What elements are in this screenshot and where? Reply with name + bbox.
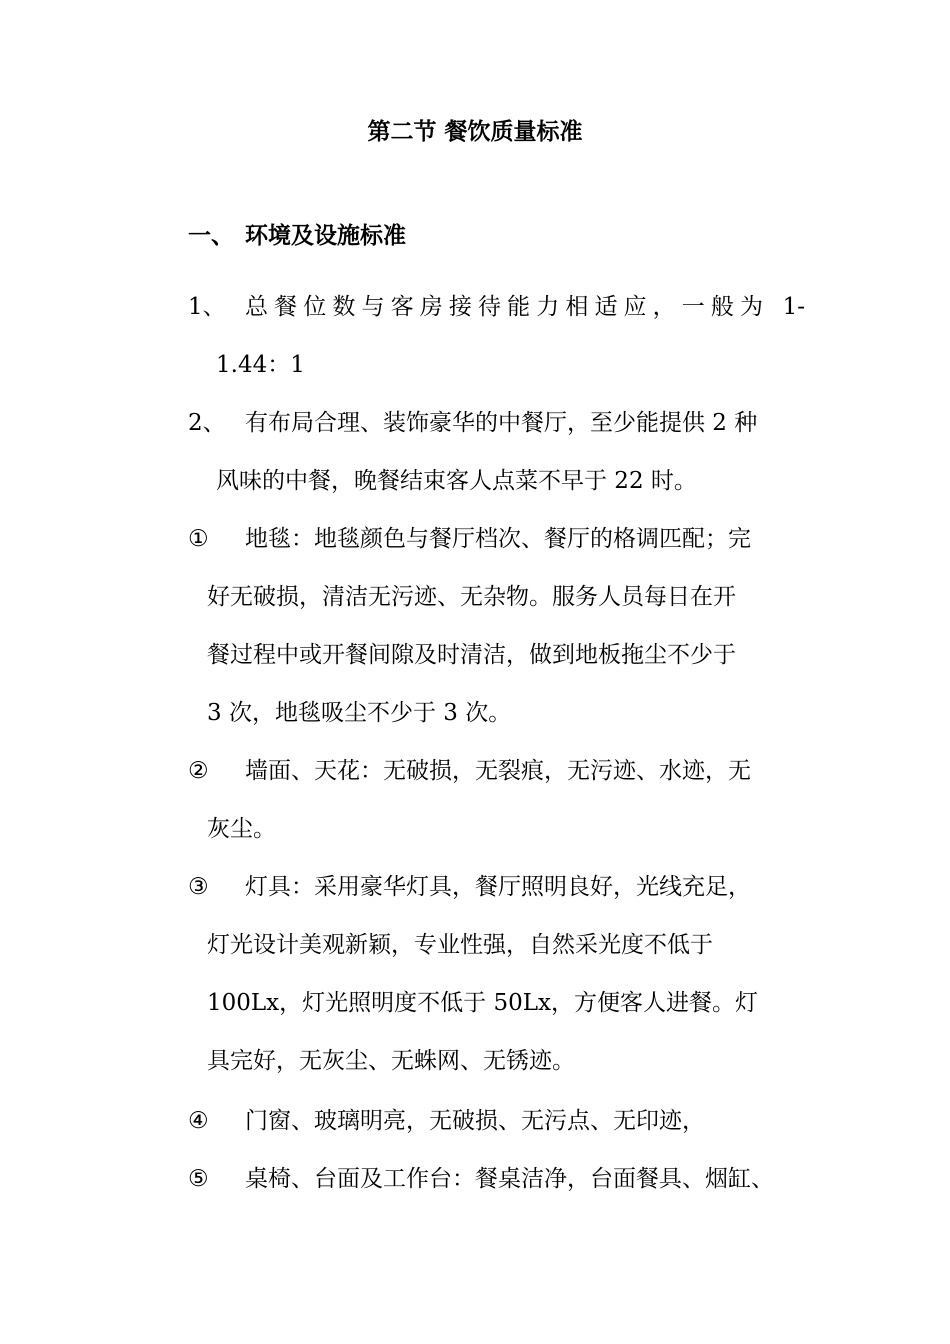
item-line: 灯光设计美观新颖，专业性强，自然采光度不低于 xyxy=(207,932,713,958)
item-line: 地毯：地毯颜色与餐厅档次、餐厅的格调匹配；完 xyxy=(245,526,751,552)
item-line: 1.44：1 xyxy=(216,352,305,378)
item-line: 3 次，地毯吸尘不少于 3 次。 xyxy=(207,700,512,726)
item-line: 有布局合理、装饰豪华的中餐厅，至少能提供 2 种 xyxy=(245,410,758,436)
item-marker: ④ xyxy=(188,1108,209,1134)
item-line: 门窗、玻璃明亮，无破损、无污点、无印迹， xyxy=(245,1108,705,1134)
section-heading: 环境及设施标准 xyxy=(245,223,406,249)
page-title: 第二节 餐饮质量标准 xyxy=(367,119,583,145)
section-marker: 一、 xyxy=(188,223,234,249)
item-line: 灯具：采用豪华灯具，餐厅照明良好，光线充足， xyxy=(245,874,751,900)
item-line: 桌椅、台面及工作台：餐桌洁净，台面餐具、烟缸、 xyxy=(245,1166,774,1192)
item-line: 风味的中餐，晚餐结束客人点菜不早于 22 时。 xyxy=(216,468,697,494)
item-marker: 1、 xyxy=(188,294,226,320)
item-marker: ⑤ xyxy=(188,1166,209,1192)
item-marker: ① xyxy=(188,526,209,552)
item-line: 好无破损，清洁无污迹、无杂物。服务人员每日在开 xyxy=(207,584,736,610)
item-marker: ② xyxy=(188,758,209,784)
item-marker: ③ xyxy=(188,874,209,900)
item-line: 灰尘。 xyxy=(207,816,276,842)
item-line: 100Lx，灯光照明度不低于 50Lx，方便客人进餐。灯 xyxy=(207,990,758,1016)
item-line: 餐过程中或开餐间隙及时清洁，做到地板拖尘不少于 xyxy=(207,642,736,668)
item-line: 墙面、天花：无破损，无裂痕，无污迹、水迹，无 xyxy=(245,758,751,784)
item-line: 总餐位数与客房接待能力相适应，一般为 1- xyxy=(245,294,805,320)
item-marker: 2、 xyxy=(188,410,226,436)
item-line: 具完好，无灰尘、无蛛网、无锈迹。 xyxy=(207,1048,575,1074)
